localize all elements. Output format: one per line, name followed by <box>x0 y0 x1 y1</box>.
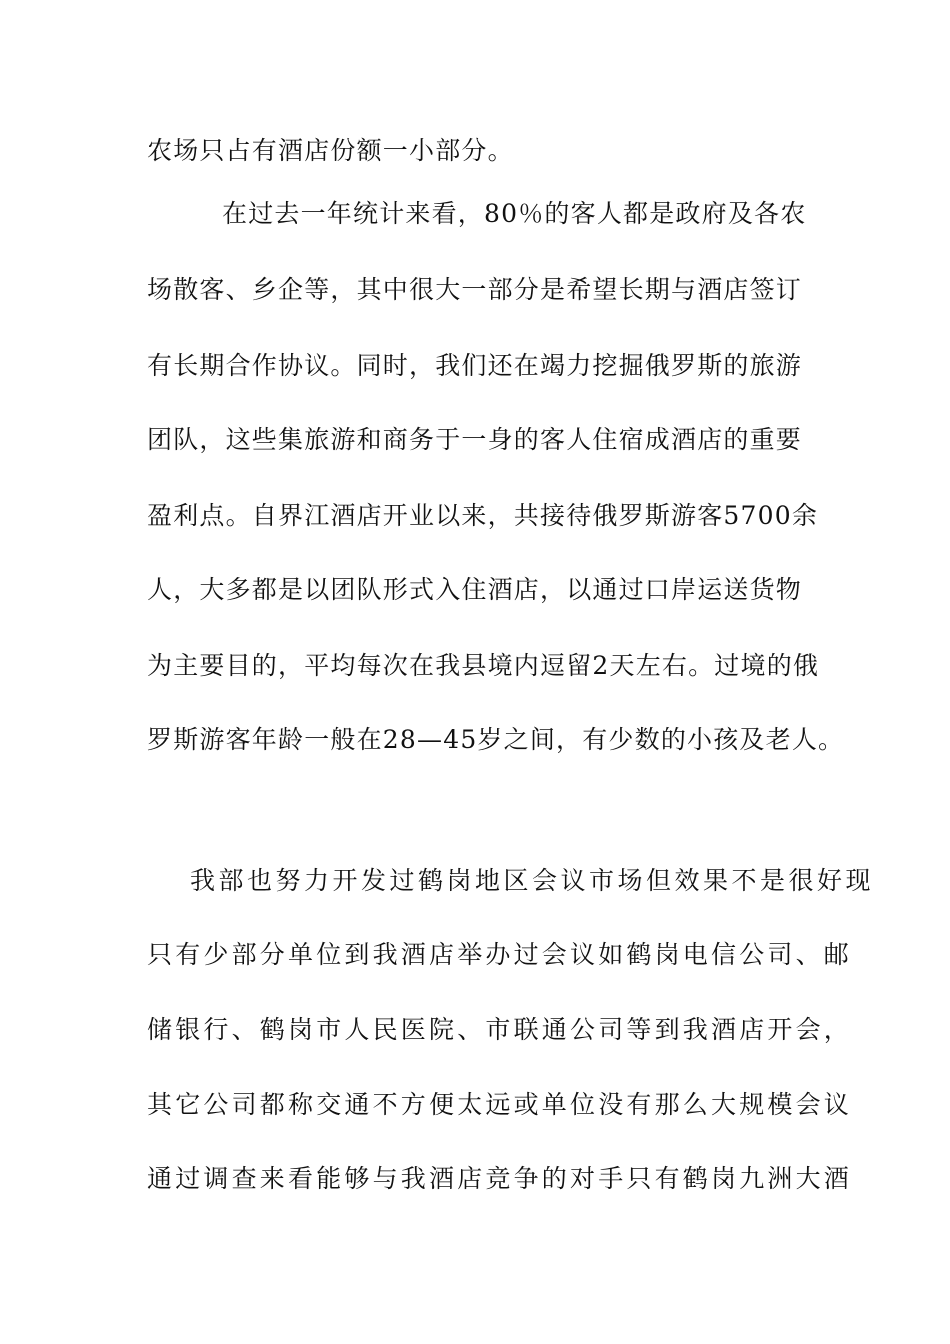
paragraph-line: 人，大多都是以团队形式入住酒店，以通过口岸运送货物 <box>147 575 803 604</box>
paragraph-line: 为主要目的，平均每次在我县境内逗留2天左右。过境的俄 <box>147 651 820 680</box>
paragraph-line: 在过去一年统计来看，80％的客人都是政府及各农 <box>222 199 807 228</box>
paragraph-line: 只有少部分单位到我酒店举办过会议如鹤岗电信公司、邮 <box>147 940 853 969</box>
paragraph-line: 通过调查来看能够与我酒店竞争的对手只有鹤岗九洲大酒 <box>147 1164 853 1193</box>
paragraph-line: 我部也努力开发过鹤岗地区会议市场但效果不是很好现 <box>190 866 875 895</box>
paragraph-line: 农场只占有酒店份额一小部分。 <box>147 136 514 165</box>
paragraph-line: 场散客、乡企等，其中很大一部分是希望长期与酒店签订 <box>147 275 803 304</box>
paragraph-line: 有长期合作协议。同时，我们还在竭力挖掘俄罗斯的旅游 <box>147 351 803 380</box>
paragraph-line: 罗斯游客年龄一般在28—45岁之间，有少数的小孩及老人。 <box>147 725 845 754</box>
paragraph-line: 储银行、鹤岗市人民医院、市联通公司等到我酒店开会， <box>147 1015 853 1044</box>
paragraph-line: 团队，这些集旅游和商务于一身的客人住宿成酒店的重要 <box>147 425 803 454</box>
paragraph-line: 其它公司都称交通不方便太远或单位没有那么大规模会议 <box>147 1090 853 1119</box>
paragraph-line: 盈利点。自界江酒店开业以来，共接待俄罗斯游客5700余 <box>147 501 819 530</box>
